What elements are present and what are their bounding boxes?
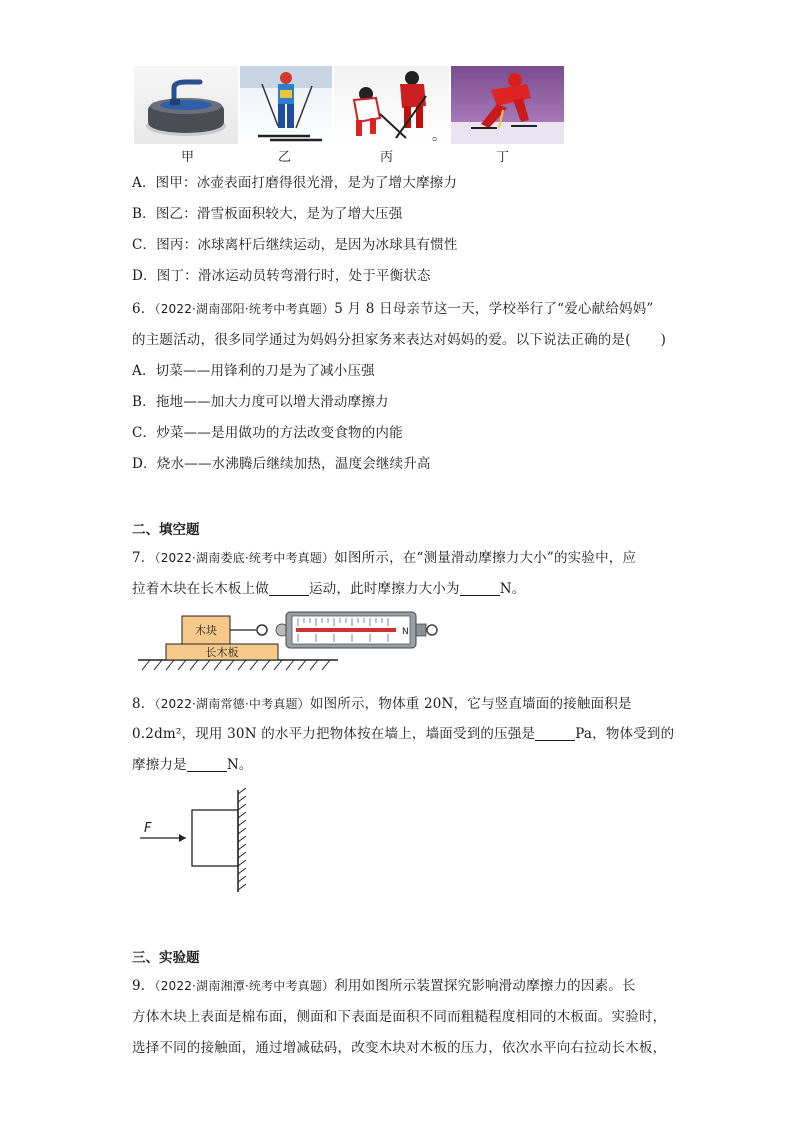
caption-jia: 甲 [181,150,195,165]
q9-text-1: 利用如图所示装置探究影响滑动摩擦力的因素。长 [334,978,636,994]
q9-source: （2022·湖南湘潭·统考中考真题） [154,979,335,993]
q6-option-c: C．炒菜——是用做功的方法改变食物的内能 [132,425,403,441]
q7-stem-line1 [132,546,636,566]
force-label: F [144,821,152,836]
q6-source: （2022·湖南邵阳·统考中考真题） [154,302,335,316]
q8-blank-1[interactable] [535,726,575,741]
q6-option-a: A．切菜——用锋利的刀是为了减小压强 [132,363,375,379]
photo-speed-skater [451,66,564,144]
q8-stem-line3 [132,753,253,773]
q8-text-2a: 0.2dm²，现用 30N 的水平力把物体按在墙上，墙面受到的压强是 [132,726,536,742]
q6-number: 6． [132,301,155,317]
q8-text-2b: Pa，物体受到的 [575,726,675,742]
dot-mark: 。 [432,128,446,144]
q7-text-2c: N。 [499,581,526,597]
q6-stem-line1 [132,297,654,317]
q7-text-2a: 拉着木块在长木板上做 [132,581,269,597]
q6-option-d: D．烧水——水沸腾后继续加热，温度会继续升高 [132,456,431,472]
q7-number: 7． [132,550,155,566]
caption-bing: 丙 [380,150,394,165]
q6-option-b: B．拖地——加大力度可以增大滑动摩擦力 [132,394,389,410]
q8-text-3a: 摩擦力是 [132,757,187,773]
caption-ding: 丁 [496,150,510,165]
q8-number: 8． [132,696,155,712]
section-experiment-title: 三、实验题 [132,950,200,966]
q5-option-d: D．图丁：滑冰运动员转弯滑行时，处于平衡状态 [132,268,431,284]
q7-text-2b: 运动，此时摩擦力大小为 [309,581,460,597]
q8-stem-line2 [132,722,674,742]
q8-wall-diagram [138,788,258,896]
q7-stem-line2 [132,577,525,597]
photo-skier [240,66,332,144]
photo-curling-stone [134,66,238,144]
q6-stem-line2 [132,328,666,348]
q7-blank-2[interactable] [460,581,500,596]
figure-5-photos [134,66,564,144]
q9-number: 9． [132,978,155,994]
q7-text-1: 如图所示，在“测量滑动摩擦力大小”的实验中，应 [334,550,637,566]
board-label: 长木板 [205,646,239,659]
q5-option-b: B．图乙：滑雪板面积较大，是为了增大压强 [132,206,403,222]
q7-friction-diagram [136,608,440,678]
q9-stem-line3: 选择不同的接触面，通过增减砝码，改变木块对木板的压力，依次水平向右拉动长木板， [132,1040,667,1056]
q6-paren-close: ) [660,332,667,348]
q8-blank-2[interactable] [187,757,227,772]
photo-hockey-players [334,66,449,144]
q8-source: （2022·湖南常德·中考真题） [154,697,310,711]
caption-yi: 乙 [278,150,292,165]
q7-blank-1[interactable] [269,581,309,596]
q5-option-a: A．图甲：冰壶表面打磨得很光滑，是为了增大摩擦力 [132,175,458,191]
q9-stem-line2: 方体木块上表面是棉布面，侧面和下表面是面积不同而粗糙程度相同的木板面。实验时， [132,1009,667,1025]
q8-text-1: 如图所示，物体重 20N，它与竖直墙面的接触面积是 [309,696,632,712]
q6-text-1: 5 月 8 日母亲节这一天，学校举行了“爱心献给妈妈” [334,301,654,317]
q9-stem-line1 [132,974,636,994]
block-label: 木块 [195,624,217,637]
q8-text-3b: N。 [226,757,253,773]
q6-text-2: 的主题活动，很多同学通过为妈妈分担家务来表达对妈妈的爱。以下说法正确的是( [132,332,631,348]
q5-option-c: C．图丙：冰球离杆后继续运动，是因为冰球具有惯性 [132,237,458,253]
q8-stem-line1 [132,692,632,712]
q7-source: （2022·湖南娄底·统考中考真题） [154,551,335,565]
section-fill-in-title: 二、填空题 [132,522,200,538]
scale-unit: N [402,627,409,637]
